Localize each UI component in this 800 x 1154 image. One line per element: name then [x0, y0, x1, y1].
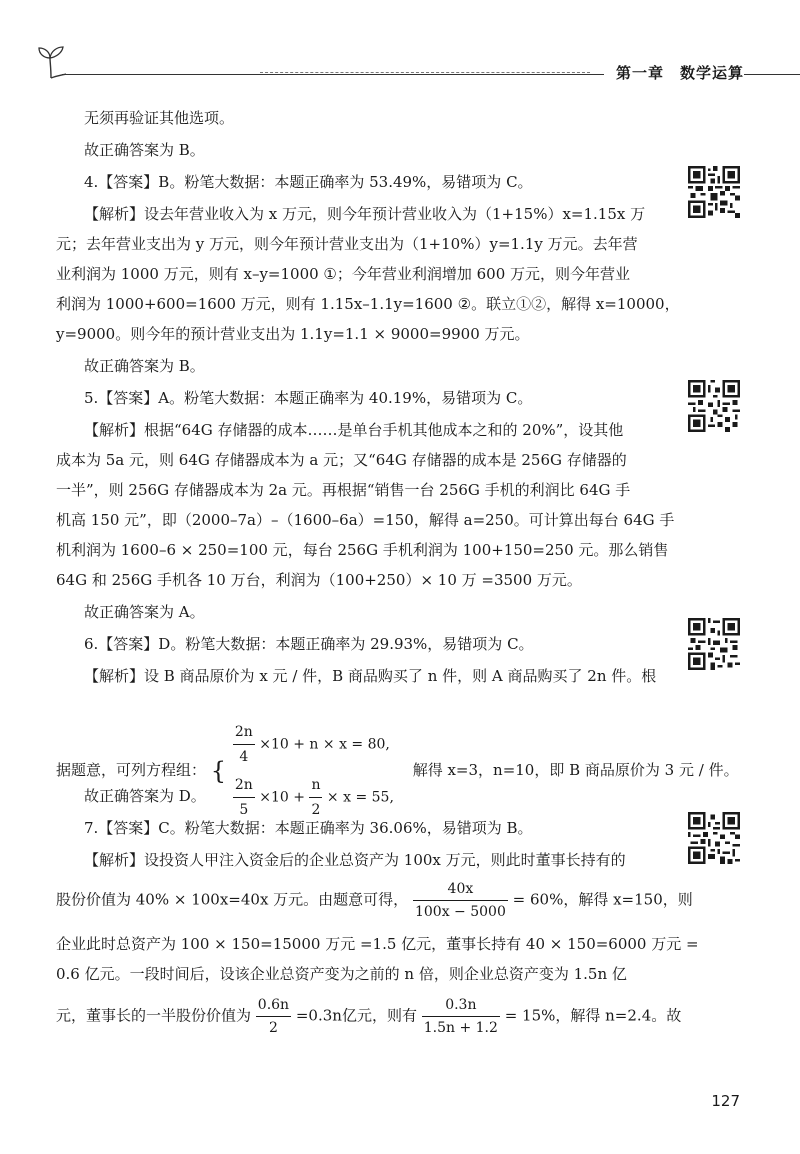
text-line: 机高 150 元”，即（2000–7a）–（1600–6a）=150，解得 a=250。可计算出每台 64G 手: [56, 511, 675, 529]
answer-line-q6: 6.【答案】D。粉笔大数据：本题正确率为 29.93%，易错项为 C。: [84, 635, 534, 653]
qr-code-icon[interactable]: [688, 380, 740, 432]
equation-suffix: 解得 x=3，n=10，即 B 商品原价为 3 元 / 件。: [412, 761, 739, 779]
text-line: 故正确答案为 D。: [84, 787, 206, 805]
text-line: 0.6 亿元。一段时间后，设该企业总资产变为之前的 n 倍，则企业总资产变为 1.5n 亿: [56, 965, 627, 983]
text-line: 故正确答案为 B。: [84, 357, 205, 375]
brace: {: [210, 757, 227, 785]
page-number: 127: [711, 1092, 740, 1110]
text-line: 故正确答案为 B。: [84, 141, 205, 159]
text-line: 64G 和 256G 手机各 10 万台，利润为（100+250）× 10 万 =3500 万元。: [56, 571, 582, 589]
analysis-line: 【解析】设投资人甲注入资金后的企业总资产为 100x 万元，则此时董事长持有的: [84, 851, 626, 869]
answer-line-q7: 7.【答案】C。粉笔大数据：本题正确率为 36.06%，易错项为 B。: [84, 819, 533, 837]
analysis-line: 【解析】设 B 商品原价为 x 元 / 件，B 商品购买了 n 件，则 A 商品购买了 2n 件。根: [84, 667, 657, 685]
equation-rows: [233, 720, 394, 822]
qr-code-icon[interactable]: [688, 618, 740, 670]
text-line: 元；去年营业支出为 y 万元，则今年预计营业支出为（1+10%）y=1.1y 万元。去年营: [56, 235, 638, 253]
text-line: 无须再验证其他选项。: [84, 109, 235, 127]
chapter-title: 第一章 数学运算: [604, 62, 744, 83]
text-line: 机利润为 1600–6 × 250=100 元，每台 256G 手机利润为 100+150=250 元。那么销售: [56, 541, 669, 559]
fraction: $\frac{n}{2}$: [309, 773, 322, 822]
answer-line-q4: 4.【答案】B。粉笔大数据：本题正确率为 53.49%，易错项为 C。: [84, 173, 533, 191]
fraction: $\frac{2n}{5}$: [233, 773, 255, 822]
text-line: 故正确答案为 A。: [84, 603, 205, 621]
fraction: $\frac{0.6n}{2}$: [256, 994, 291, 1039]
equation-line: 元，董事长的一半股份价值为 $\frac{0.6n}{2}$ =0.3n亿元，则有 $\frac{0.3n}{1.5n + 1.2}$ = 15%，解得 n=2.4。故: [56, 994, 676, 1039]
answer-line-q5: 5.【答案】A。粉笔大数据：本题正确率为 40.19%，易错项为 C。: [84, 389, 533, 407]
equation-row-2: $\frac{2n}{5}$ ×10 + $\frac{n}{2}$ × x = 55,: [233, 773, 394, 822]
text-line: y=9000。则今年的预计营业支出为 1.1y=1.1 × 9000=9900 万元。: [56, 325, 530, 343]
text-line: 业利润为 1000 万元，则有 x–y=1000 ①；今年营业利润增加 600 万元，则今年营业: [56, 265, 631, 283]
qr-code-icon[interactable]: [688, 812, 740, 864]
equation-line: 股份价值为 40% × 100x=40x 万元。由题意可得， $\frac{40x}{100x - 5000}$ = 60%，解得 x=150，则: [56, 878, 676, 923]
fraction: $\frac{40x}{100x - 5000}$: [413, 878, 508, 923]
page-header: [0, 0, 800, 90]
equation-prefix: 据题意，可列方程组：: [56, 761, 207, 779]
fraction: $\frac{0.3n}{1.5n + 1.2}$: [422, 994, 500, 1039]
qr-code-icon[interactable]: [688, 166, 740, 218]
analysis-line: 【解析】根据“64G 存储器的成本……是单台手机其他成本之和的 20%”，设其他: [84, 421, 624, 439]
header-dashed-rule: [260, 72, 590, 73]
equation-row-1: $\frac{2n}{4}$ ×10 + n × x = 80,: [233, 720, 394, 769]
text-line: 一半”，则 256G 存储器成本为 2a 元。再根据“销售一台 256G 手机的利润比 64G 手: [56, 481, 631, 499]
equation-system: [56, 720, 739, 822]
fraction: $\frac{2n}{4}$: [233, 720, 255, 769]
text-line: 企业此时总资产为 100 × 150=15000 万元 =1.5 亿元，董事长持有 40 × 150=6000 万元 =: [56, 935, 699, 953]
text-line: 利润为 1000+600=1600 万元，则有 1.15x–1.1y=1600 ②。联立①②，解得 x=10000，: [56, 295, 680, 313]
analysis-line: 【解析】设去年营业收入为 x 万元，则今年预计营业收入为（1+15%）x=1.15x 万: [84, 205, 646, 223]
text-line: 成本为 5a 元，则 64G 存储器成本为 a 元；又“64G 存储器的成本是 256G 存储器的: [56, 451, 627, 469]
